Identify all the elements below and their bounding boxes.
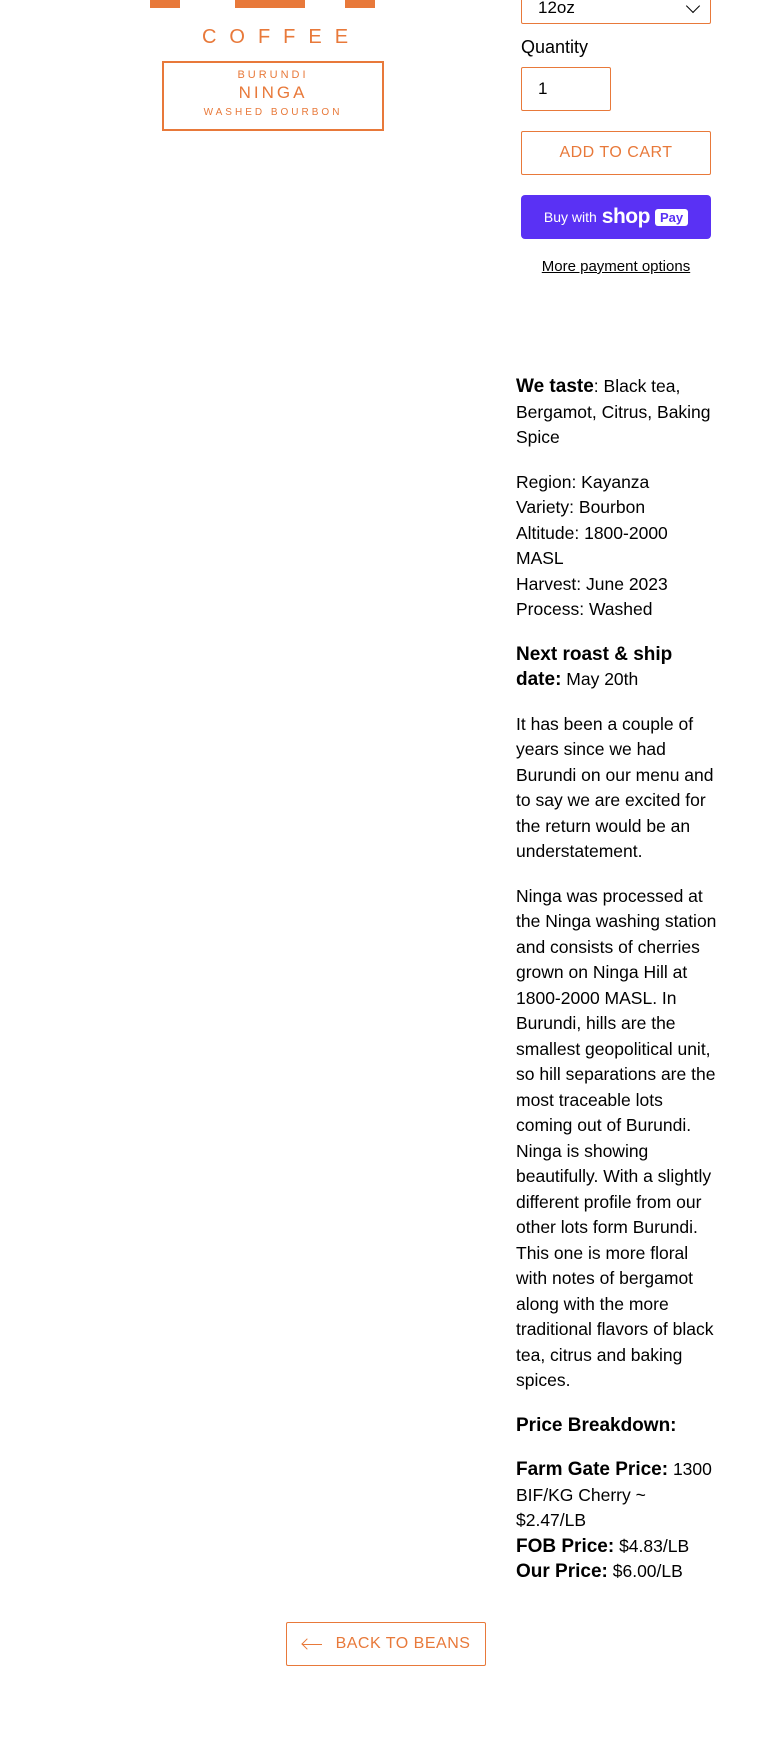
fob-value: $4.83/LB — [614, 1535, 690, 1556]
region: Region: Kayanza — [516, 471, 650, 492]
our-price-value: $6.00/LB — [607, 1561, 683, 1581]
variety: Variety: Bourbon — [516, 497, 646, 517]
logo-letter-fragment — [345, 0, 375, 8]
arrow-left-icon — [302, 1639, 322, 1649]
quantity-label: Quantity — [521, 37, 589, 57]
logo-name: NINGA — [238, 83, 308, 102]
logo-letter-fragment — [235, 0, 305, 8]
next-roast-value: May 20th — [561, 669, 639, 689]
origin-details — [516, 470, 720, 623]
variant-select[interactable] — [521, 0, 711, 24]
variant-select-value: 12oz — [538, 0, 575, 17]
logo-process: WASHED BOURBON — [203, 107, 343, 118]
price-breakdown-label: Price Breakdown: — [516, 1414, 677, 1436]
quantity-input[interactable]: 1 — [521, 67, 611, 111]
logo-letter-fragment — [150, 0, 180, 8]
farm-gate-value: 1300 BIF/KG Cherry ~ $2.47/LB — [516, 1459, 712, 1530]
back-to-beans-button[interactable] — [286, 1622, 486, 1666]
fob-label: FOB Price: — [516, 1535, 615, 1557]
logo-origin: BURUNDI — [237, 69, 309, 81]
description-paragraph-1: It has been a couple of years since we had Burundi on our menu and to say we are excited for the return would be an understatement. — [516, 713, 714, 861]
tasting-notes — [516, 374, 720, 451]
price-breakdown-heading — [516, 1413, 720, 1439]
shop-pay-button[interactable] — [521, 195, 711, 239]
next-roast-label: Next roast & ship date: — [516, 643, 673, 690]
farm-gate-label: Farm Gate Price: — [516, 1459, 669, 1480]
shop-pay-logo-shop: shop — [601, 205, 650, 228]
product-description — [516, 374, 720, 1604]
shop-pay-logo-pay: Pay — [655, 209, 688, 226]
chevron-down-icon — [686, 0, 700, 13]
we-taste-label: We taste — [516, 376, 594, 397]
shop-pay-buy-label: Buy with — [543, 209, 597, 225]
next-roast — [516, 642, 720, 693]
we-taste-text: : Black tea, Bergamot, Citrus, Baking Spice — [516, 376, 711, 447]
back-to-beans-label: BACK TO BEANS — [335, 1635, 471, 1652]
price-list — [516, 1457, 720, 1585]
more-payment-options-link[interactable]: More payment options — [541, 258, 691, 275]
brand-logo — [140, 0, 410, 140]
description-paragraph-2: Ninga was processed at the Ninga washing station and consists of cherries grown on Ninga Hill at 1800-2000 MASL. In Burundi, hills are the smallest geopolitical unit, so hill separations are the most traceable lots coming out of Burundi. Ninga is showing beautifully. With a slightly different profile from our other lots form Burundi. This one is more floral with notes of bergamot along with the more traditional flavors of black tea, citrus and baking spices. — [516, 885, 717, 1390]
logo-label-box — [162, 61, 384, 131]
logo-coffee-word: COFFEE — [201, 26, 362, 48]
our-price-label: Our Price: — [516, 1561, 608, 1582]
add-to-cart-button[interactable]: ADD TO CART — [521, 131, 711, 175]
harvest: Harvest: June 2023 — [516, 573, 668, 594]
process: Process: Washed — [516, 599, 653, 619]
altitude: Altitude: 1800-2000 MASL — [516, 522, 668, 568]
